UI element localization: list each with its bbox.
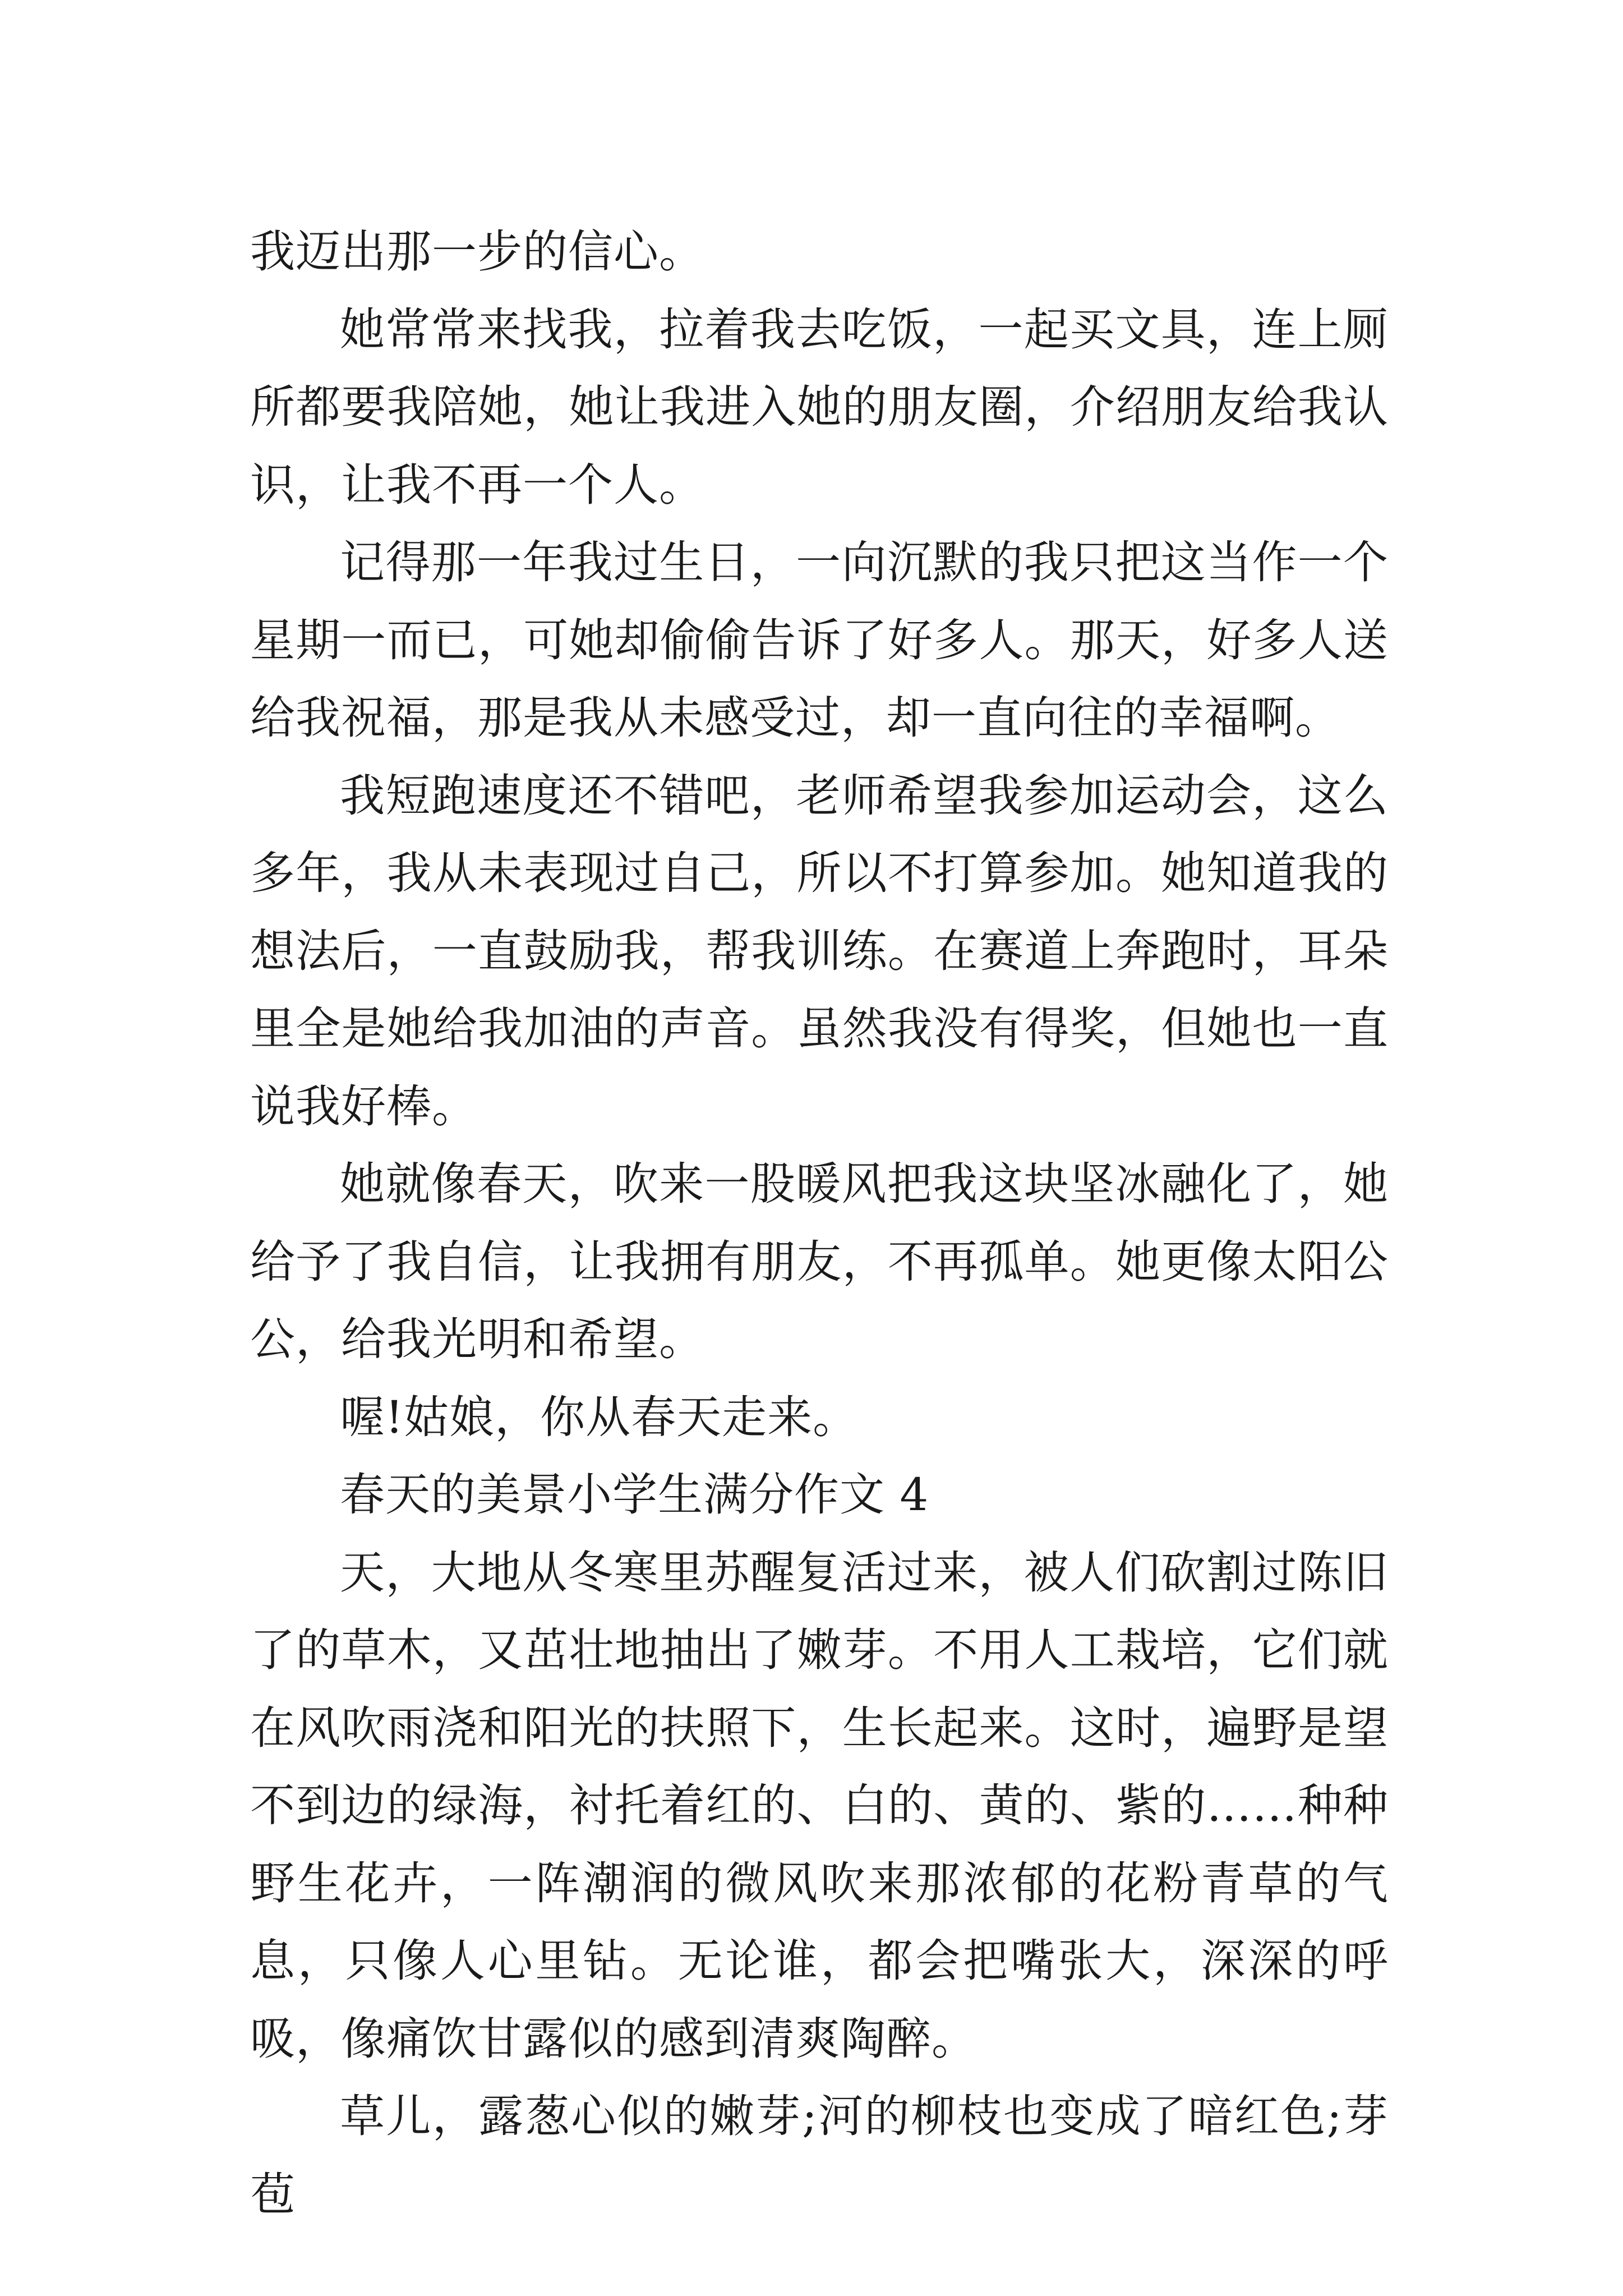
paragraph-closing-line: 喔!姑娘，你从春天走来。 bbox=[340, 1391, 859, 1443]
paragraph-birthday: 记得那一年我过生日，一向沉默的我只把这当作一个星期一而已，可她却偷偷告诉了好多人。那天，好多人送给我祝福，那是我从未感受过，却一直向往的幸福啊。 bbox=[250, 536, 1389, 744]
paragraph-spring-earth: 天，大地从冬寒里苏醒复活过来，被人们砍割过陈旧了的草木，又茁壮地抽出了嫩芽。不用人工栽培，它们就在风吹雨浇和阳光的扶照下，生长起来。这时，遍野是望不到边的绿海，衬托着红的、白的、黄的、紫的……种种野生花卉，一阵潮润的微风吹来那浓郁的花粉青草的气息，只像人心里钻。无论谁，都会把嘴张大，深深的呼吸，像痛饮甘露似的感到清爽陶醉。 bbox=[250, 1546, 1389, 2065]
paragraph-friend-company: 她常常来找我，拉着我去吃饭，一起买文具，连上厕所都要我陪她，她让我进入她的朋友圈，介绍朋友给我认识，让我不再一个人。 bbox=[250, 303, 1389, 511]
essay-body bbox=[250, 213, 1389, 2233]
essay-title: 春天的美景小学生满分作文 4 bbox=[340, 1469, 929, 1521]
paragraph-continuation: 我迈出那一步的信心。 bbox=[250, 226, 704, 278]
paragraph-sports-meet: 我短跑速度还不错吧，老师希望我参加运动会，这么多年，我从未表现过自己，所以不打算参加。她知道我的想法后，一直鼓励我，帮我训练。在赛道上奔跑时，耳朵里全是她给我加油的声音。虽然我没有得奖，但她也一直说我好棒。 bbox=[250, 769, 1389, 1133]
paragraph-grass-buds: 草儿，露葱心似的嫩芽;河的柳枝也变成了暗红色;芽苞 bbox=[250, 2090, 1389, 2220]
paragraph-like-spring: 她就像春天，吹来一股暖风把我这块坚冰融化了，她给予了我自信，让我拥有朋友，不再孤单。她更像太阳公公，给我光明和希望。 bbox=[250, 1158, 1389, 1365]
